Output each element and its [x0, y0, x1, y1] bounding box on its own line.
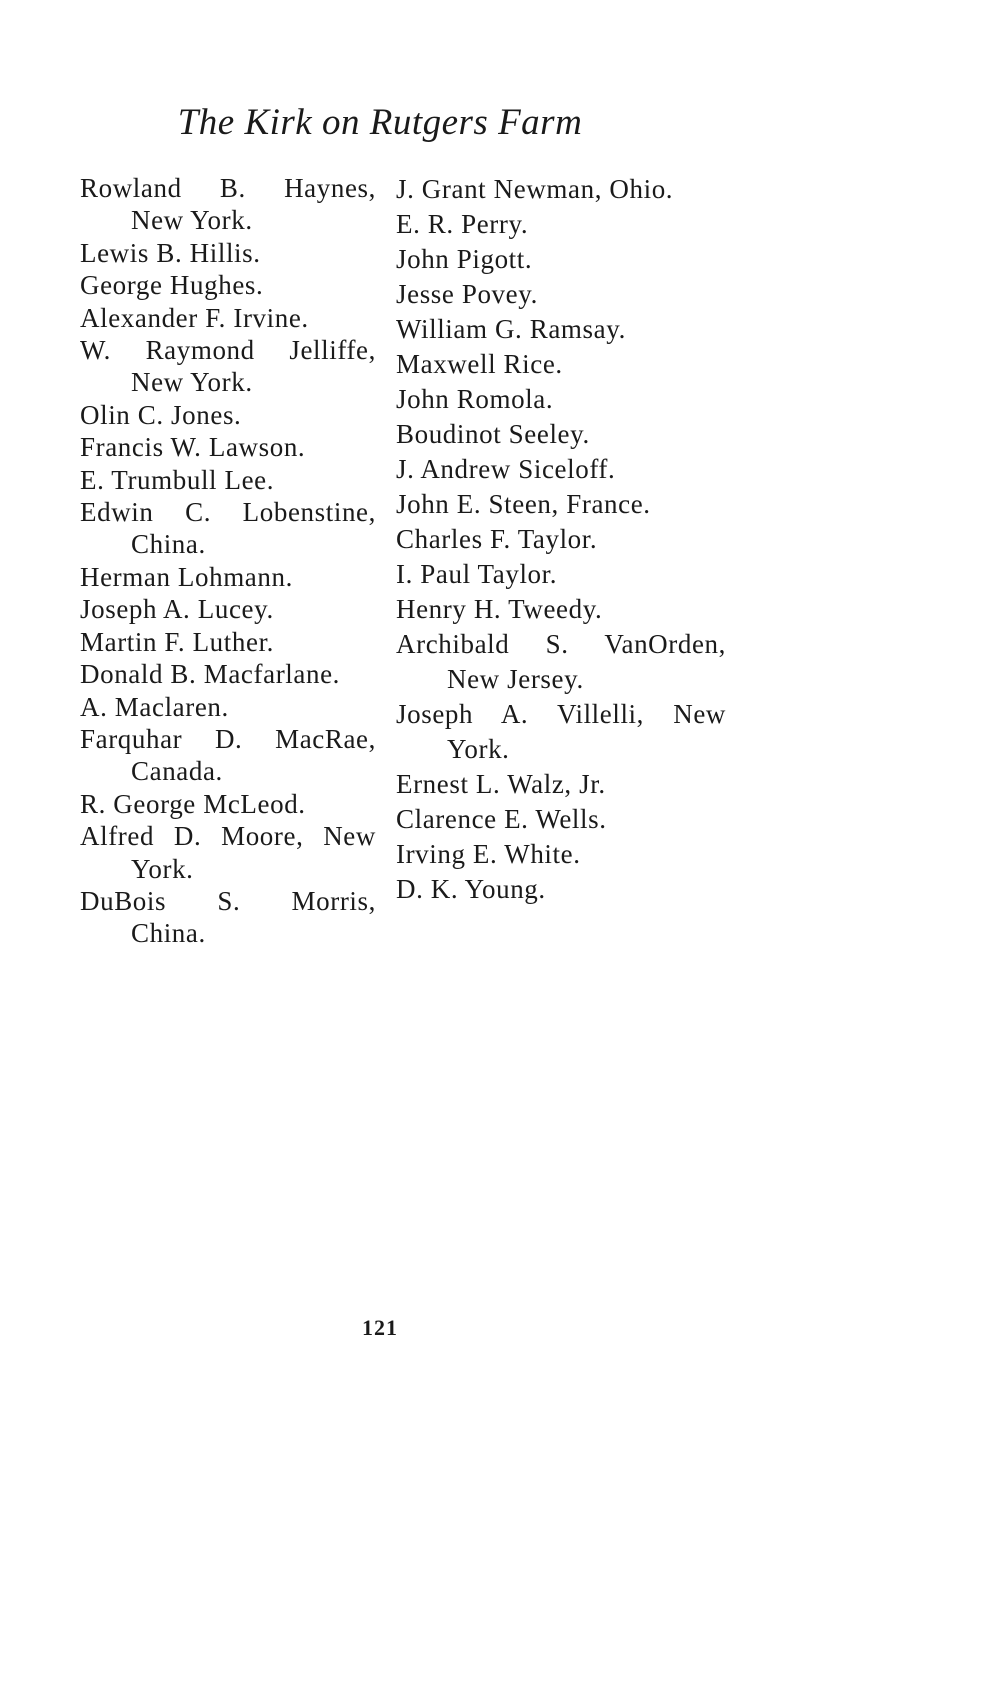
list-item — [80, 658, 376, 690]
entry-name: Archibald S. VanOrden, — [396, 629, 726, 659]
list-item — [396, 487, 726, 522]
list-item — [80, 269, 376, 301]
list-item — [80, 302, 376, 334]
list-item — [80, 885, 376, 950]
list-item — [396, 452, 726, 487]
list-item — [80, 496, 376, 561]
entry-name: A. Maclaren. — [80, 691, 229, 722]
list-item — [396, 277, 726, 312]
entry-location: China. — [131, 529, 206, 560]
entry-name: E. Trumbull Lee. — [80, 464, 275, 495]
entry-name: Farquhar D. MacRae, — [80, 723, 376, 754]
entry-name: William G. Ramsay. — [396, 314, 626, 344]
name-list-left-column — [80, 172, 376, 950]
entry-location: New Jersey. — [447, 664, 584, 694]
entry-name: George Hughes. — [80, 270, 264, 301]
list-item — [396, 837, 726, 872]
entry-name: J. Andrew Siceloff. — [396, 454, 616, 484]
list-item — [80, 172, 376, 237]
entry-name: Charles F. Taylor. — [396, 524, 598, 554]
entry-name: W. Raymond Jelliffe, — [80, 335, 376, 366]
entry-name: Irving E. White. — [396, 839, 581, 869]
list-item — [396, 872, 726, 907]
entry-name: Maxwell Rice. — [396, 349, 563, 379]
entry-location: York. — [447, 734, 510, 764]
entry-name: Alexander F. Irvine. — [80, 302, 309, 333]
entry-name: Herman Lohmann. — [80, 561, 293, 592]
entry-name: Olin C. Jones. — [80, 399, 242, 430]
list-item — [396, 312, 726, 347]
list-item — [396, 697, 726, 767]
list-item — [80, 626, 376, 658]
name-list-right-column — [396, 172, 726, 907]
entry-name: Rowland B. Haynes, — [80, 173, 376, 203]
list-item — [80, 561, 376, 593]
entry-name: E. R. Perry. — [396, 209, 529, 239]
list-item — [80, 593, 376, 625]
entry-name: Jesse Povey. — [396, 279, 538, 309]
entry-name: John Romola. — [396, 384, 554, 414]
entry-name: Martin F. Luther. — [80, 626, 275, 657]
list-item — [396, 347, 726, 382]
list-item — [80, 464, 376, 496]
entry-location: China. — [131, 918, 206, 949]
list-item — [80, 334, 376, 399]
entry-name: DuBois S. Morris, — [80, 885, 376, 916]
list-item — [396, 207, 726, 242]
entry-name: Joseph A. Villelli, New — [396, 699, 726, 729]
list-item — [396, 767, 726, 802]
entry-name: Henry H. Tweedy. — [396, 594, 603, 624]
list-item — [396, 522, 726, 557]
list-item — [80, 237, 376, 269]
entry-name: Joseph A. Lucey. — [80, 594, 274, 625]
list-item — [80, 723, 376, 788]
list-item — [80, 399, 376, 431]
entry-name: Edwin C. Lobenstine, — [80, 497, 376, 528]
entry-location: York. — [131, 853, 194, 884]
entry-location: New York. — [131, 205, 253, 236]
entry-name: Lewis B. Hillis. — [80, 237, 261, 268]
list-item — [396, 382, 726, 417]
list-item — [80, 431, 376, 463]
list-item — [80, 691, 376, 723]
list-item — [396, 592, 726, 627]
entry-name: R. George McLeod. — [80, 788, 306, 819]
entry-name: John E. Steen, France. — [396, 489, 651, 519]
list-item — [80, 788, 376, 820]
list-item — [396, 242, 726, 277]
running-head: The Kirk on Rutgers Farm — [177, 102, 583, 143]
page-number: 121 — [362, 1315, 398, 1340]
entry-name: Donald B. Macfarlane. — [80, 659, 341, 690]
list-item — [396, 172, 726, 207]
list-item — [396, 417, 726, 452]
entry-location: New York. — [131, 367, 253, 398]
entry-name: John Pigott. — [396, 244, 533, 274]
entry-name: Clarence E. Wells. — [396, 804, 607, 834]
entry-name: D. K. Young. — [396, 874, 546, 904]
entry-name: Francis W. Lawson. — [80, 432, 306, 463]
list-item — [396, 627, 726, 697]
entry-name: I. Paul Taylor. — [396, 559, 558, 589]
list-item — [80, 820, 376, 885]
entry-name: J. Grant Newman, Ohio. — [396, 174, 674, 204]
list-item — [396, 802, 726, 837]
entry-name: Boudinot Seeley. — [396, 419, 590, 449]
entry-location: Canada. — [131, 756, 223, 787]
entry-name: Alfred D. Moore, New — [80, 821, 376, 852]
list-item — [396, 557, 726, 592]
entry-name: Ernest L. Walz, Jr. — [396, 769, 606, 799]
